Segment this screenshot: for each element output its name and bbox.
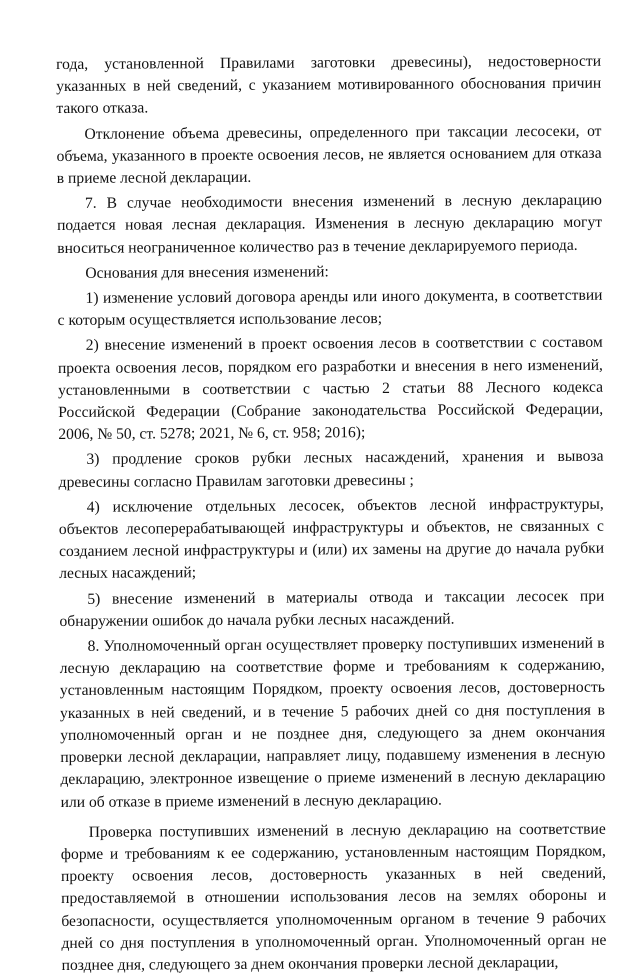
paragraph-ground-2: 2) внесение изменений в проект освоения лесов в соответствии с составом проекта освоения лесов, порядком его разработки и внесения в него изменений, установленными в соответствии с частью 2 статьи 88 Лесного кодекса Российской Федерации (Собрание законодательства Российской Федерации, 2006, № 50, ст. 5278; 2021, № 6, ст. 958; 2016);: [57, 334, 604, 444]
paragraph-grounds-heading: Основания для внесения изменений:: [85, 263, 329, 282]
paragraph-ground-4: 4) исключение отдельных лесосек, объектов лесной инфраструктуры, объектов лесоперерабатывающей инфраструктуры и объектов, не связанных с созданием лесной инфраструктуры и (или) их замены на другие до начала рубки лесных насаждений;: [58, 495, 605, 583]
paragraph-refusal-continuation: года, установленной Правилами заготовки древесины), недостоверности указанных в ней сведений, с указанием мотивированного обоснования причин такого отказа.: [56, 52, 602, 118]
paragraph-ground-5: 5) внесение изменений в материалы отвода и таксации лесосек при обнаружении ошибок до начала рубки лесных насаждений.: [59, 587, 605, 630]
paragraph-volume-deviation: Отклонение объема древесины, определенного при таксации лесосеки, от объема, указанного в проекте освоения лесов, не является основанием для отказа в приеме лесной декларации.: [56, 122, 602, 188]
paragraph-ground-1: 1) изменение условий договора аренды или иного документа, в соответствии с которым осуществляется использование лесов;: [57, 286, 603, 330]
paragraph-item-8: 8. Уполномоченный орган осуществляет проверку поступивших изменений в лесную декларацию на соответствие форме и требованиям к содержанию, установленным настоящим Порядком, проекту освоения лесов, достоверность указанных в ней сведений, и в течение 5 рабочих дней со дня поступления в уполномоченный орган и не позднее дня, следующего за днем окончания проверки лесной декларации, направляет лицу, подавшему изменения в лесную декларацию, электронное извещение о приеме изменений в лесную декларацию или об отказе в приеме изменений в лесную декларацию.: [59, 634, 606, 811]
paragraph-defense-check: Проверка поступивших изменений в лесную декларацию на соответствие форме и требованиям к ее содержанию, установленным настоящим Порядком, проекту освоения лесов, достоверность указанных в ней сведений, предоставляемой в отношении использования лесов на землях обороны и безопасности, осуществляется уполномоченным органом в течение 9 рабочих дней со дня поступления в уполномоченный орган. Уполномоченный орган не позднее дня, следующего за днем окончания проверки лесной декларации,: [60, 820, 607, 974]
paragraph-item-7: 7. В случае необходимости внесения изменений в лесную декларацию подается новая лесная декларация. Изменения в лесную декларацию могут вноситься неограниченное количество раз в течение декларируемого периода.: [56, 191, 603, 257]
document-body: [56, 51, 607, 977]
paragraph-ground-3: 3) продление сроков рубки лесных насаждений, хранения и вывоза древесины согласно Правилам заготовки древесины ;: [58, 448, 604, 491]
